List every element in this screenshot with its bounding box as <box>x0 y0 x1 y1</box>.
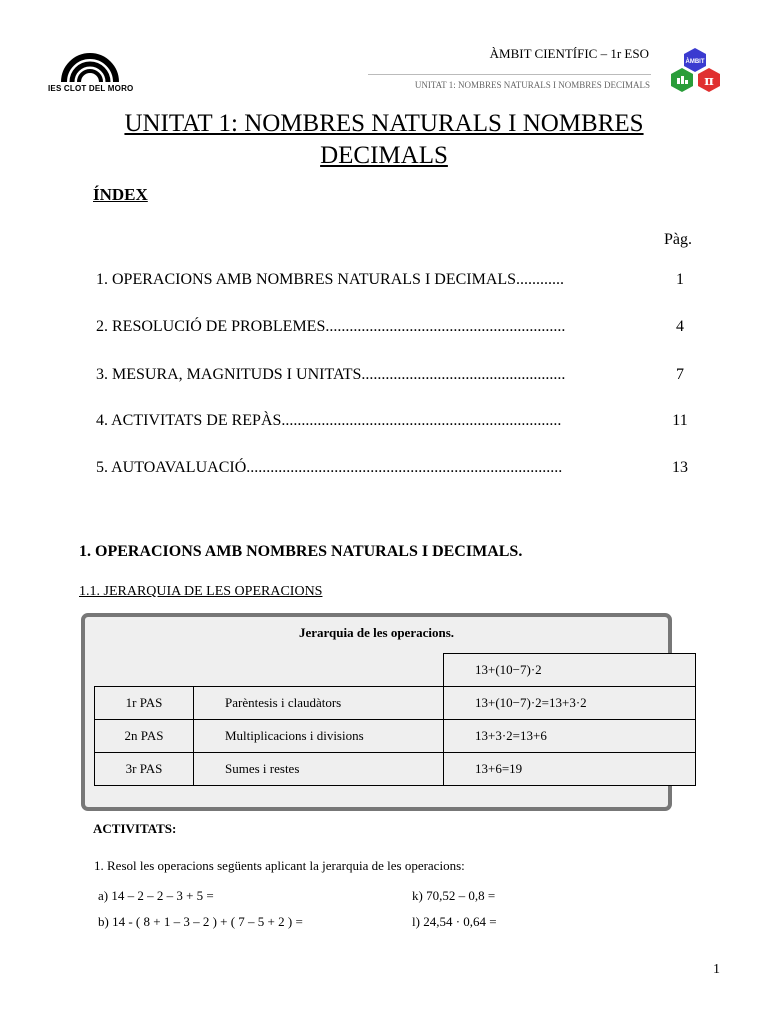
toc-item: 5. AUTOAVALUACIÓ............................................................................... <box>96 459 563 476</box>
section-heading: 1. OPERACIONS AMB NOMBRES NATURALS I DECIMALS. <box>79 543 523 560</box>
unit-title <box>84 108 684 172</box>
exercise-k: k) 70,52 – 0,8 = <box>412 888 496 903</box>
toc-page: 7 <box>676 366 684 383</box>
school-name: IES CLOT DEL MORO <box>48 84 134 93</box>
toc-item: 3. MESURA, MAGNITUDS I UNITATS................................................... <box>96 366 566 383</box>
subsection-heading: 1.1. JERARQUIA DE LES OPERACIONS <box>79 584 323 599</box>
table-row <box>95 753 696 786</box>
toc-item: 2. RESOLUCIÓ DE PROBLEMES............................................................ <box>96 318 566 335</box>
page-column-label: Pàg. <box>664 231 692 248</box>
toc-page: 4 <box>676 318 684 335</box>
start-expression: 13+(10−7)·2 <box>444 654 696 687</box>
unit-title-line2: DECIMALS <box>320 142 448 169</box>
hierarchy-table <box>94 653 696 786</box>
step-label: 2n PAS <box>95 720 194 753</box>
step-expression: 13+6=19 <box>444 753 696 786</box>
toc-item: 4. ACTIVITATS DE REPÀS...................................................................... <box>96 412 562 429</box>
badge-label: ÀMBIT <box>685 59 705 65</box>
exercise-b: b) 14 - ( 8 + 1 – 3 – 2 ) + ( 7 – 5 + 2 ) = <box>98 914 303 929</box>
table-row <box>95 654 696 687</box>
unit-title-line1: UNITAT 1: NOMBRES NATURALS I NOMBRES <box>124 110 644 137</box>
toc-item: 1. OPERACIONS AMB NOMBRES NATURALS I DECIMALS............ <box>96 271 565 288</box>
exercise-l: l) 24,54 · 0,64 = <box>412 914 497 929</box>
step-expression: 13+3·2=13+6 <box>444 720 696 753</box>
index-heading: ÍNDEX <box>93 185 148 204</box>
header-divider <box>368 74 651 75</box>
step-expression: 13+(10−7)·2=13+3·2 <box>444 687 696 720</box>
hierarchy-title: Jerarquia de les operacions. <box>298 625 455 640</box>
ambit-badge-icon <box>668 46 726 94</box>
step-description: Multiplicacions i divisions <box>194 720 444 753</box>
svg-text:π: π <box>704 74 714 89</box>
table-row <box>95 720 696 753</box>
step-description: Parèntesis i claudàtors <box>194 687 444 720</box>
step-label: 1r PAS <box>95 687 194 720</box>
toc-page: 13 <box>672 459 688 476</box>
activity-instruction: 1. Resol les operacions següents aplicant la jerarquia de les operacions: <box>94 858 465 873</box>
step-label: 3r PAS <box>95 753 194 786</box>
toc-page: 1 <box>676 271 684 288</box>
table-row <box>95 687 696 720</box>
page-number: 1 <box>713 962 720 977</box>
toc-page: 11 <box>672 412 688 429</box>
step-description: Sumes i restes <box>194 753 444 786</box>
header-area: ÀMBIT CIENTÍFIC – 1r ESO <box>489 46 649 61</box>
exercise-a: a) 14 – 2 – 2 – 3 + 5 = <box>98 888 214 903</box>
header-unit: UNITAT 1: NOMBRES NATURALS I NOMBRES DECIMALS <box>414 80 650 90</box>
activities-heading: ACTIVITATS: <box>93 821 177 836</box>
